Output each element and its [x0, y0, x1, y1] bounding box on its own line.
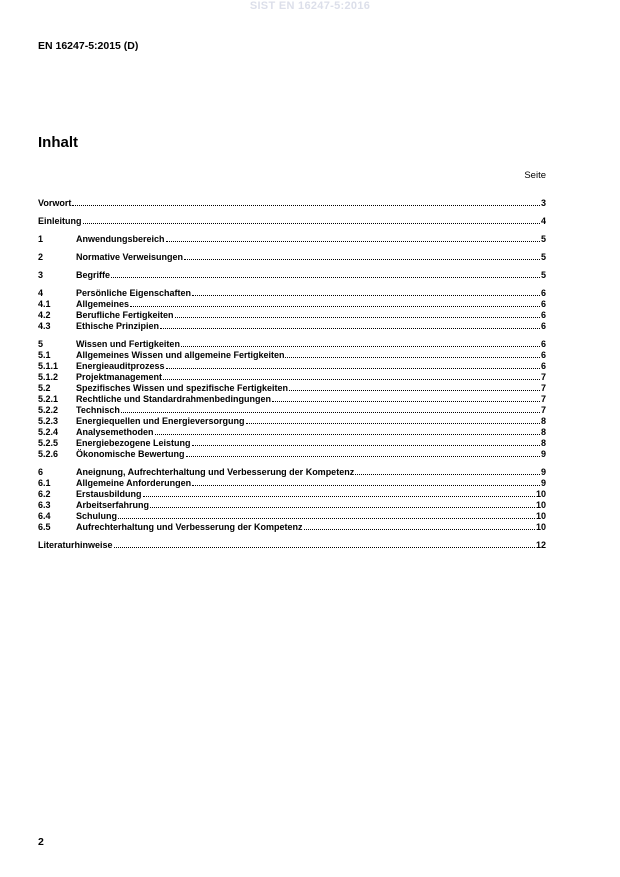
toc-entry-title: Projektmanagement — [76, 372, 163, 382]
toc-entry-title: Analysemethoden — [76, 427, 154, 437]
toc-entry-title: Begriffe — [76, 270, 111, 280]
toc-entry-number: 1 — [38, 234, 44, 244]
toc-gap — [38, 244, 546, 251]
dot-leader — [150, 499, 535, 508]
dot-leader — [181, 338, 540, 347]
toc-entry-title: Technisch — [76, 405, 120, 415]
toc-entry-title: Energiequellen und Energieversorgung — [76, 416, 245, 426]
toc-entry[interactable] — [38, 510, 546, 521]
toc-entry[interactable] — [38, 269, 546, 280]
toc-gap — [38, 262, 546, 269]
document-id: EN 16247-5:2015 (D) — [38, 40, 139, 52]
toc-entry-page: 8 — [540, 416, 546, 426]
toc-entry-page: 5 — [540, 270, 546, 280]
toc-entry-page: 10 — [535, 511, 546, 521]
dot-leader — [143, 488, 535, 497]
dot-leader — [285, 349, 540, 358]
toc-entry-title: Persönliche Eigenschaften — [76, 288, 192, 298]
toc-gap — [38, 532, 546, 539]
toc-entry-page: 7 — [540, 383, 546, 393]
dot-leader — [175, 309, 540, 318]
table-of-contents — [38, 197, 546, 550]
toc-entry-page: 6 — [540, 339, 546, 349]
toc-entry[interactable] — [38, 320, 546, 331]
toc-entry-number: 5.2 — [38, 383, 51, 393]
toc-entry-number: 5.1.1 — [38, 361, 59, 371]
dot-leader — [192, 287, 540, 296]
toc-entry-number: 5.2.2 — [38, 405, 59, 415]
toc-entry-title: Rechtliche und Standardrahmenbedingungen — [76, 394, 272, 404]
toc-entry-number: 5.2.1 — [38, 394, 59, 404]
toc-entry-title: Schulung — [76, 511, 117, 521]
toc-entry-page: 5 — [540, 234, 546, 244]
toc-gap — [38, 459, 546, 466]
toc-entry-page: 9 — [540, 449, 546, 459]
toc-entry[interactable] — [38, 360, 546, 371]
toc-entry-title: Normative Verweisungen — [76, 252, 184, 262]
toc-entry-title: Einleitung — [38, 216, 82, 226]
dot-leader — [192, 437, 540, 446]
toc-entry-title: Aufrechterhaltung und Verbesserung der Kompetenz — [76, 522, 303, 532]
toc-entry-title: Berufliche Fertigkeiten — [76, 310, 174, 320]
toc-entry-page: 9 — [540, 478, 546, 488]
toc-entry[interactable] — [38, 215, 546, 226]
toc-entry-title: Wissen und Fertigkeiten — [76, 339, 180, 349]
dot-leader — [111, 269, 540, 278]
dot-leader — [184, 251, 540, 260]
toc-entry[interactable] — [38, 233, 546, 244]
toc-entry-page: 6 — [540, 350, 546, 360]
toc-entry-title: Allgemeines Wissen und allgemeine Fertigkeiten — [76, 350, 285, 360]
toc-entry-number: 5 — [38, 339, 44, 349]
toc-entry-title: Vorwort — [38, 198, 72, 208]
toc-gap — [38, 331, 546, 338]
toc-entry[interactable] — [38, 309, 546, 320]
toc-entry-page: 7 — [540, 372, 546, 382]
toc-entry-page: 7 — [540, 394, 546, 404]
dot-leader — [163, 371, 540, 380]
toc-entry[interactable] — [38, 404, 546, 415]
toc-entry-number: 6.2 — [38, 489, 51, 499]
toc-gap — [38, 208, 546, 215]
toc-entry-page: 6 — [540, 361, 546, 371]
dot-leader — [166, 360, 540, 369]
dot-leader — [83, 215, 540, 224]
toc-entry-title: Allgemeine Anforderungen — [76, 478, 192, 488]
toc-entry-number: 6.1 — [38, 478, 51, 488]
toc-entry[interactable] — [38, 448, 546, 459]
dot-leader — [155, 426, 540, 435]
toc-entry[interactable] — [38, 426, 546, 437]
toc-entry-number: 5.1 — [38, 350, 51, 360]
dot-leader — [355, 466, 540, 475]
toc-entry[interactable] — [38, 349, 546, 360]
toc-entry-title: Anwendungsbereich — [76, 234, 165, 244]
toc-entry-number: 4 — [38, 288, 44, 298]
dot-leader — [246, 415, 540, 424]
dot-leader — [114, 539, 535, 548]
toc-entry[interactable] — [38, 415, 546, 426]
toc-entry-page: 9 — [540, 467, 546, 477]
toc-entry[interactable] — [38, 437, 546, 448]
toc-entry-title: Erstausbildung — [76, 489, 142, 499]
toc-entry-page: 10 — [535, 500, 546, 510]
toc-entry-title: Literaturhinweise — [38, 540, 113, 550]
toc-entry-page: 6 — [540, 288, 546, 298]
toc-entry[interactable] — [38, 539, 546, 550]
dot-leader — [130, 298, 540, 307]
dot-leader — [272, 393, 540, 402]
toc-entry-page: 3 — [540, 198, 546, 208]
toc-entry-number: 4.3 — [38, 321, 51, 331]
toc-entry-page: 6 — [540, 321, 546, 331]
toc-entry[interactable] — [38, 382, 546, 393]
toc-gap — [38, 226, 546, 233]
toc-entry-title: Energiebezogene Leistung — [76, 438, 191, 448]
toc-entry-page: 7 — [540, 405, 546, 415]
dot-leader — [121, 404, 540, 413]
dot-leader — [166, 233, 540, 242]
toc-entry-number: 6 — [38, 467, 44, 477]
toc-entry-title: Allgemeines — [76, 299, 130, 309]
toc-entry-page: 6 — [540, 310, 546, 320]
toc-entry-page: 10 — [535, 489, 546, 499]
toc-gap — [38, 280, 546, 287]
toc-entry-number: 6.4 — [38, 511, 51, 521]
toc-entry[interactable] — [38, 338, 546, 349]
toc-entry-number: 5.1.2 — [38, 372, 59, 382]
toc-entry-number: 4.2 — [38, 310, 51, 320]
toc-entry-number: 6.3 — [38, 500, 51, 510]
toc-entry-number: 4.1 — [38, 299, 51, 309]
toc-entry[interactable] — [38, 197, 546, 208]
toc-entry-title: Aneignung, Aufrechterhaltung und Verbesserung der Kompetenz — [76, 467, 355, 477]
toc-entry-page: 5 — [540, 252, 546, 262]
dot-leader — [186, 448, 540, 457]
toc-entry-number: 3 — [38, 270, 44, 280]
toc-entry[interactable] — [38, 477, 546, 488]
page-number: 2 — [38, 836, 44, 848]
toc-heading: Inhalt — [38, 134, 78, 151]
toc-entry[interactable] — [38, 488, 546, 499]
toc-entry-page: 4 — [540, 216, 546, 226]
toc-entry-page: 8 — [540, 438, 546, 448]
toc-entry-number: 6.5 — [38, 522, 51, 532]
dot-leader — [192, 477, 540, 486]
toc-entry[interactable] — [38, 251, 546, 262]
toc-entry-title: Ethische Prinzipien — [76, 321, 160, 331]
toc-entry-number: 5.2.5 — [38, 438, 59, 448]
watermark: SIST EN 16247-5:2016 — [249, 0, 371, 12]
toc-entry-number: 2 — [38, 252, 44, 262]
toc-entry-page: 6 — [540, 299, 546, 309]
toc-entry[interactable] — [38, 466, 546, 477]
dot-leader — [72, 197, 540, 206]
dot-leader — [289, 382, 540, 391]
toc-entry[interactable] — [38, 499, 546, 510]
toc-entry-page: 10 — [535, 522, 546, 532]
page-column-label: Seite — [524, 170, 546, 181]
dot-leader — [160, 320, 540, 329]
toc-entry-title: Arbeitserfahrung — [76, 500, 150, 510]
toc-entry-number: 5.2.6 — [38, 449, 59, 459]
toc-entry[interactable] — [38, 298, 546, 309]
toc-entry[interactable] — [38, 521, 546, 532]
dot-leader — [118, 510, 535, 519]
toc-entry[interactable] — [38, 371, 546, 382]
toc-entry-number: 5.2.3 — [38, 416, 59, 426]
dot-leader — [304, 521, 535, 530]
toc-entry[interactable] — [38, 287, 546, 298]
toc-entry-page: 12 — [535, 540, 546, 550]
toc-entry-title: Energieauditprozess — [76, 361, 165, 371]
toc-entry-title: Ökonomische Bewertung — [76, 449, 185, 459]
toc-entry-number: 5.2.4 — [38, 427, 59, 437]
toc-entry-title: Spezifisches Wissen und spezifische Fertigkeiten — [76, 383, 288, 393]
toc-entry-page: 8 — [540, 427, 546, 437]
toc-entry[interactable] — [38, 393, 546, 404]
